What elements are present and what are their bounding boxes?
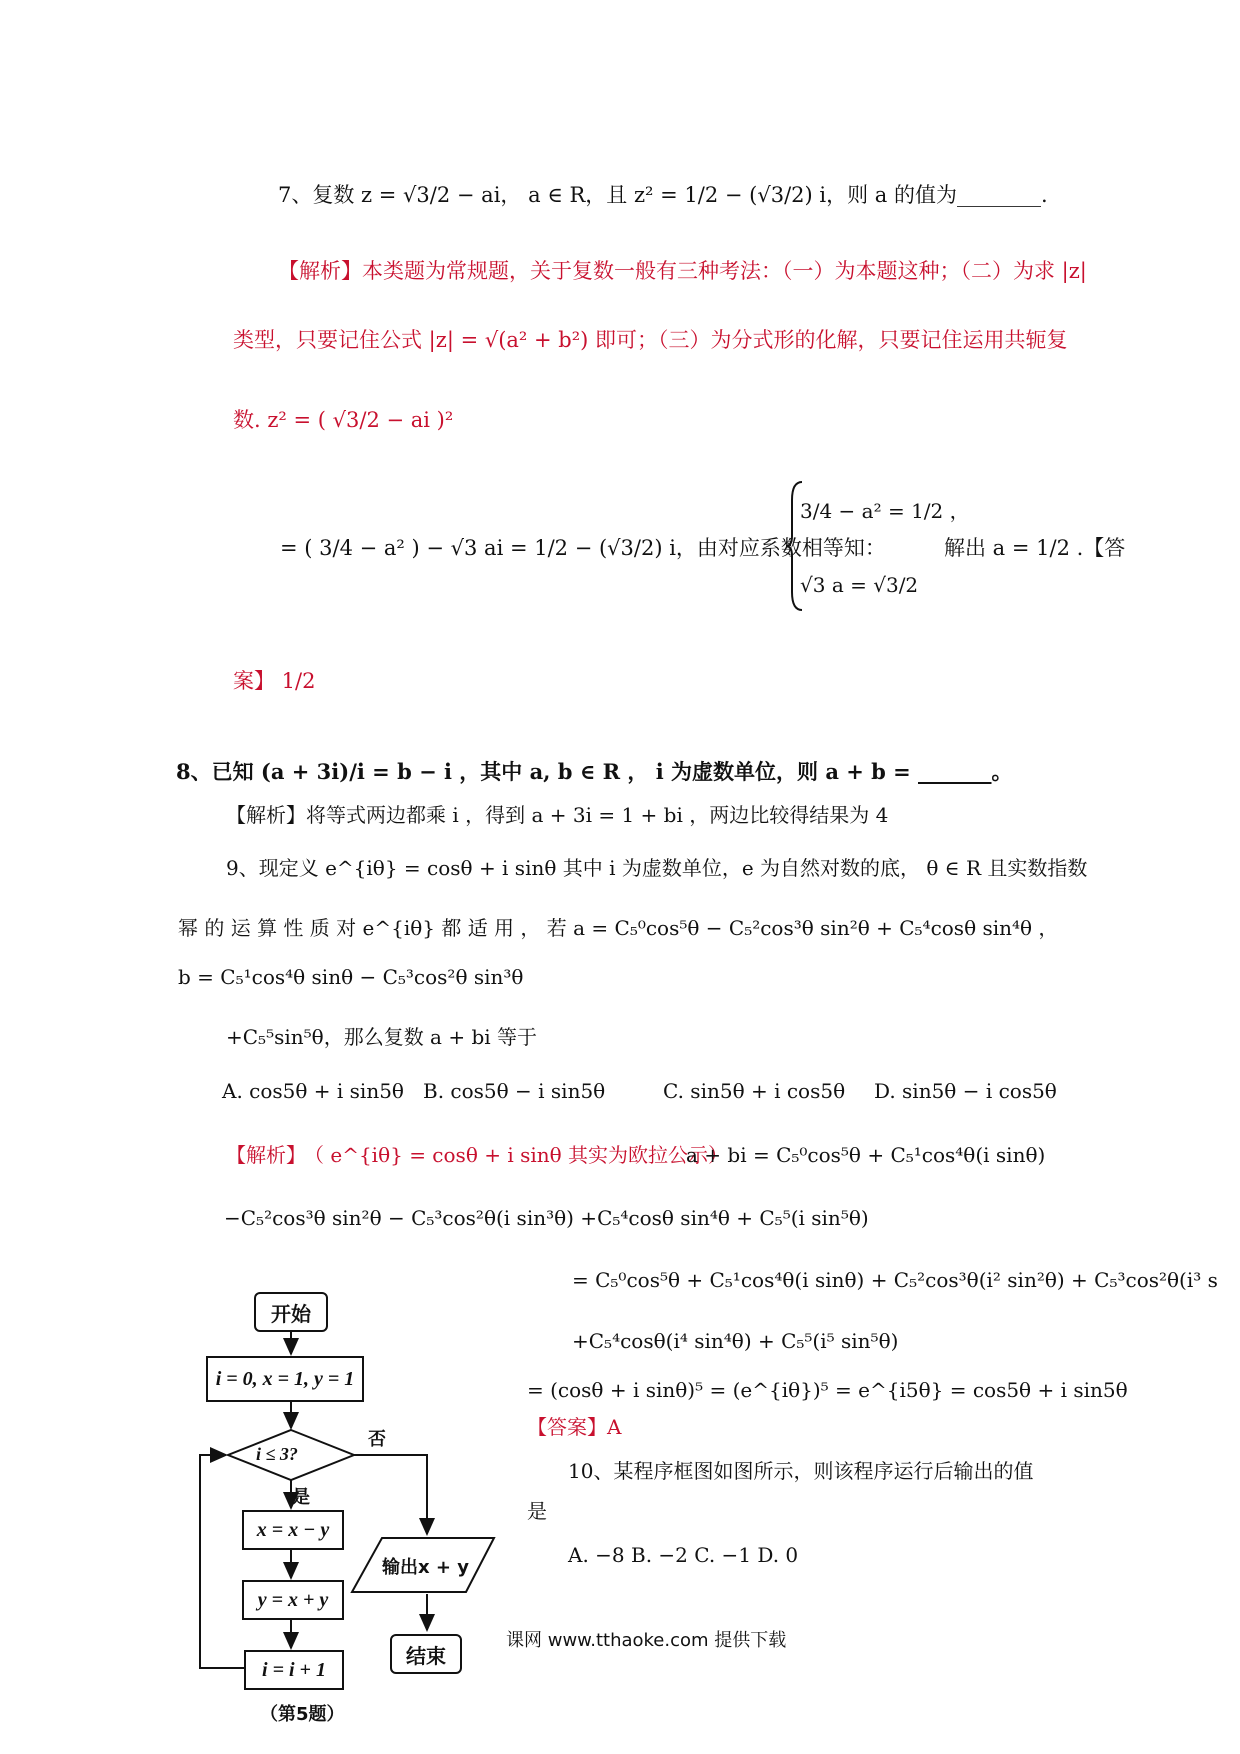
q9-answer: 【答案】A [527, 1415, 622, 1439]
flowchart-init: i = 0, x = 1, y = 1 [206, 1356, 364, 1402]
q9-option-d: D. sin5θ − i cos5θ [874, 1079, 1057, 1103]
q7-analysis-1: 【解析】本类题为常规题，关于复数一般有三种考法：（一）为本题这种；（二）为求 |z| [278, 259, 1087, 283]
flowchart-start: 开始 [254, 1292, 328, 1332]
q7-analysis-2: 类型，只要记住公式 |z| = √(a² + b²) 即可；（三）为分式形的化解，只要记住运用共轭复 [233, 328, 1068, 352]
q7-analysis-3: 数. z² = ( √3/2 − ai )² [233, 408, 454, 432]
q9-analysis-note: （ e^{iθ} = cosθ + i sinθ 其实为欧拉公示） [304, 1143, 729, 1167]
q8-question: 8、已知 (a + 3i)/i = b − i ，其中 a, b ∈ R ， i 为虚数单位，则 a + b = _______。 [176, 759, 1013, 784]
q7-system-eq2: √3 a = √3/2 [800, 573, 919, 597]
q10-line2: 是 [527, 1499, 547, 1523]
flowchart-caption: （第5题） [260, 1704, 345, 1725]
q8-analysis: 【解析】将等式两边都乘 i ，得到 a + 3i = 1 + bi ，两边比较得结果为 4 [226, 803, 889, 827]
flowchart-step-x: x = x − y [242, 1510, 344, 1550]
flowchart-yes-label: 是 [292, 1487, 310, 1508]
q9-line3: b = C₅¹cos⁴θ sinθ − C₅³cos²θ sin³θ [178, 965, 524, 989]
q7-system-eq1: 3/4 − a² = 1/2 ， [800, 499, 970, 523]
q9-option-b: B. cos5θ − i sin5θ [423, 1079, 606, 1103]
q10-options: A. −8 B. −2 C. −1 D. 0 [568, 1543, 799, 1567]
q9-expand-3: = C₅⁰cos⁵θ + C₅¹cos⁴θ(i sinθ) + C₅²cos³θ(i² sin²θ) + C₅³cos²θ(i³ s [572, 1268, 1218, 1292]
flowchart-step-i: i = i + 1 [244, 1650, 344, 1690]
q10-line1: 10、某程序框图如图所示，则该程序运行后输出的值 [568, 1459, 1034, 1483]
flowchart-end: 结束 [390, 1634, 462, 1674]
q9-option-c: C. sin5θ + i cos5θ [663, 1079, 846, 1103]
flowchart-output: 输出x + y [382, 1557, 469, 1578]
q9-line2: 幂 的 运 算 性 质 对 e^{iθ} 都 适 用 ， 若 a = C₅⁰cos⁵θ − C₅²cos³θ sin²θ + C₅⁴cosθ sin⁴θ ， [178, 916, 1059, 940]
q9-expand-4: +C₅⁴cosθ(i⁴ sin⁴θ) + C₅⁵(i⁵ sin⁵θ) [572, 1329, 899, 1353]
flowchart-step-y: y = x + y [242, 1580, 344, 1620]
flowchart-condition: i ≤ 3? [256, 1444, 298, 1464]
q9-analysis-label: 【解析】 [226, 1143, 306, 1167]
q9-expand-1: a + bi = C₅⁰cos⁵θ + C₅¹cos⁴θ(i sinθ) [686, 1143, 1046, 1167]
q9-line1: 9、现定义 e^{iθ} = cosθ + i sinθ 其中 i 为虚数单位，e 为自然对数的底， θ ∈ R 且实数指数 [226, 856, 1088, 880]
q9-line4: +C₅⁵sin⁵θ，那么复数 a + bi 等于 [226, 1025, 538, 1049]
q9-expand-2: −C₅²cos³θ sin²θ − C₅³cos²θ(i sin³θ) +C₅⁴cosθ sin⁴θ + C₅⁵(i sin⁵θ) [224, 1206, 869, 1230]
q7-work: = ( 3/4 − a² ) − √3 ai = 1/2 − (√3/2) i，由对应系数相等知： [280, 536, 886, 560]
flowchart-no-label: 否 [368, 1429, 386, 1450]
q9-option-a: A. cos5θ + i sin5θ [222, 1079, 404, 1103]
q7-question: 7、复数 z = √3/2 − ai， a ∈ R，且 z² = 1/2 − (√3/2) i，则 a 的值为________. [278, 183, 1048, 207]
q7-solve: 解出 a = 1/2 .【答 [944, 536, 1126, 560]
q9-expand-5: = (cosθ + i sinθ)⁵ = (e^{iθ})⁵ = e^{i5θ} = cos5θ + i sin5θ [527, 1378, 1128, 1402]
footer-text: 课网 www.tthaoke.com 提供下载 [506, 1630, 787, 1651]
q7-answer: 案】 1/2 [233, 669, 316, 693]
